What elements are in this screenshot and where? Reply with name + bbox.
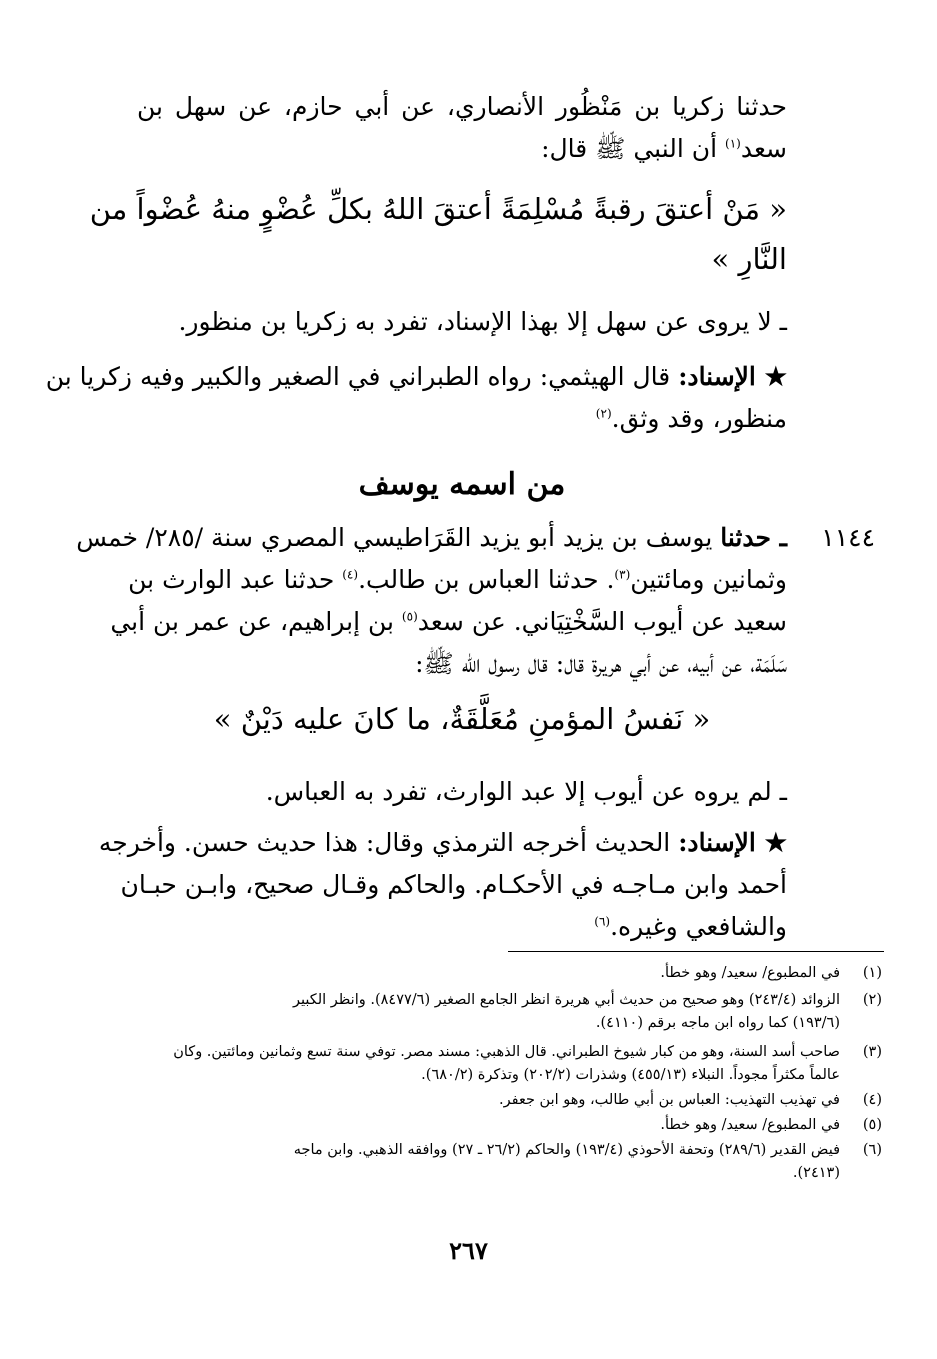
hadith-1143-matn (89, 184, 787, 284)
footnote-line: (٢٤١٣). (792, 1165, 840, 1181)
text-line: حدثنا زكريا بن مَنْظُور الأنصاري، عن أبي حازم، عن سهل بن (137, 92, 787, 121)
footnote-line: عالماً مكثراً مجوداً. النبلاء (٤٥٥/١٣) وشذرات (٢٠٢/٢) وتذكرة (٦٨٠/٢). (421, 1067, 840, 1083)
text-line: منظور، وقد وثق.$^{(٢)}$ (595, 404, 787, 433)
footnote-ref: (١) (725, 136, 741, 151)
footnote-line: في المطبوع/ سعيد/ وهو خطأ. (660, 965, 840, 981)
section-heading: من اسمه يوسف (358, 467, 566, 502)
footnote-line: فيض القدير (٢٨٩/٦) وتحفة الأحوذي (١٩٣/٤) والحاكم (٢٦/٢ ـ ٢٧) ووافقه الذهبي. وابن ماجه (293, 1142, 840, 1158)
isnad-label: ★ الإسناد: (678, 828, 787, 857)
footnote-ref: (٤) (342, 567, 359, 582)
hadith-1143-text (137, 86, 787, 170)
footnote-number: (١) (862, 965, 882, 981)
hadith-number: ١١٤٤ (821, 523, 875, 552)
footnote-ref: (٥) (401, 609, 418, 624)
narration-note-2 (137, 771, 787, 813)
text-line: سعد$^{(١)}$ أن النبي ﷺ قال: (541, 134, 787, 163)
footnote-number: (٣) (862, 1044, 882, 1060)
hadith-line: النَّارِ » (711, 242, 787, 276)
footnote-number: (٤) (862, 1092, 882, 1108)
footnote-number: (٥) (862, 1117, 882, 1133)
footnote (132, 962, 882, 985)
hadith-1144-text (76, 517, 787, 685)
footnote-number: (٦) (862, 1142, 882, 1158)
footnote-line: في المطبوع/ سعيد/ وهو خطأ. (660, 1117, 840, 1133)
text-line: سَلَمَة، عن أبيه، عن أبي هريرة قال: قال رسول الله ﷺ: (415, 649, 787, 678)
footnote-line: صاحب أسد السنة، وهو من كبار شيوخ الطبراني. قال الذهبي: مسند مصر. توفي سنة تسع وثمانين ومائتين. وكان (173, 1044, 840, 1060)
text-line: ★ الإسناد: الحديث أخرجه الترمذي وقال: هذا حديث حسن. وأخرجه (98, 828, 787, 857)
text-line: سعيد عن أيوب السَّخْتِيَاني. عن سعد$^{(٥)}$ بن إبراهيم، عن عمر بن أبي (110, 607, 787, 636)
hadith-line: « نَفسُ المؤمنِ مُعَلَّقَةٌ، ما كانَ عليه دَيْنٌ » (213, 702, 711, 736)
footnote (132, 1041, 882, 1087)
text-line: أحمد وابن مـاجـه في الأحكـام. والحاكم وقـال صحيح، وابـن حبـان (120, 870, 787, 899)
footnote (132, 1114, 882, 1137)
isnad-1 (45, 356, 787, 440)
page-number: ٢٦٧ (449, 1236, 488, 1265)
text-line: ـ لا يروى عن سهل إلا بهذا الإسناد، تفرد به زكريا بن منظور. (178, 307, 787, 336)
text-line: والشافعي وغيره.$^{(٦)}$ (594, 912, 787, 941)
footnote (132, 1089, 882, 1112)
footnote-line: في تهذيب التهذيب: العباس بن أبي طالب، وهو ابن جعفر. (499, 1092, 840, 1108)
hadith-line: « مَنْ أعتقَ رقبةً مُسْلِمَةً أعتقَ اللهُ بكلِّ عُضْوٍ منهُ عُضْواً من (89, 192, 787, 226)
footnote-ref: (٣) (614, 567, 631, 582)
footnote (132, 1139, 882, 1185)
footnote-line: الزوائد (٢٤٣/٤) وهو صحيح من حديث أبي هريرة انظر الجامع الصغير (٨٤٧٧/٦). وانظر الكبير (292, 992, 840, 1008)
footnote-number: (٢) (862, 992, 882, 1008)
footnotes (132, 962, 882, 1185)
footnote-separator (508, 951, 884, 952)
footnote-line: (١٩٣/٦) كما رواه ابن ماجه برقم (٤١١٠). (595, 1015, 840, 1031)
footnote-ref: (٢) (595, 406, 612, 421)
text-line: ـ لم يروه عن أيوب إلا عبد الوارث، تفرد به العباس. (265, 777, 787, 806)
footnote (132, 989, 882, 1035)
isnad-label: ★ الإسناد: (678, 362, 787, 391)
text-line: ★ الإسناد: قال الهيثمي: رواه الطبراني في الصغير والكبير وفيه زكريا بن (45, 362, 787, 391)
footnote-ref: (٦) (594, 914, 611, 929)
text-line: ـ حدثنا يوسف بن يزيد أبو يزيد القَرَاطيسي المصري سنة /٢٨٥/ خمس (76, 523, 787, 552)
narration-note-1 (137, 301, 787, 343)
text-line: وثمانين ومائتين$^{(٣)}$. حدثنا العباس بن طالب.$^{(٤)}$ حدثنا عبد الوارث بن (128, 565, 787, 594)
isnad-2 (98, 822, 787, 948)
hadith-1144-matn (197, 694, 727, 744)
